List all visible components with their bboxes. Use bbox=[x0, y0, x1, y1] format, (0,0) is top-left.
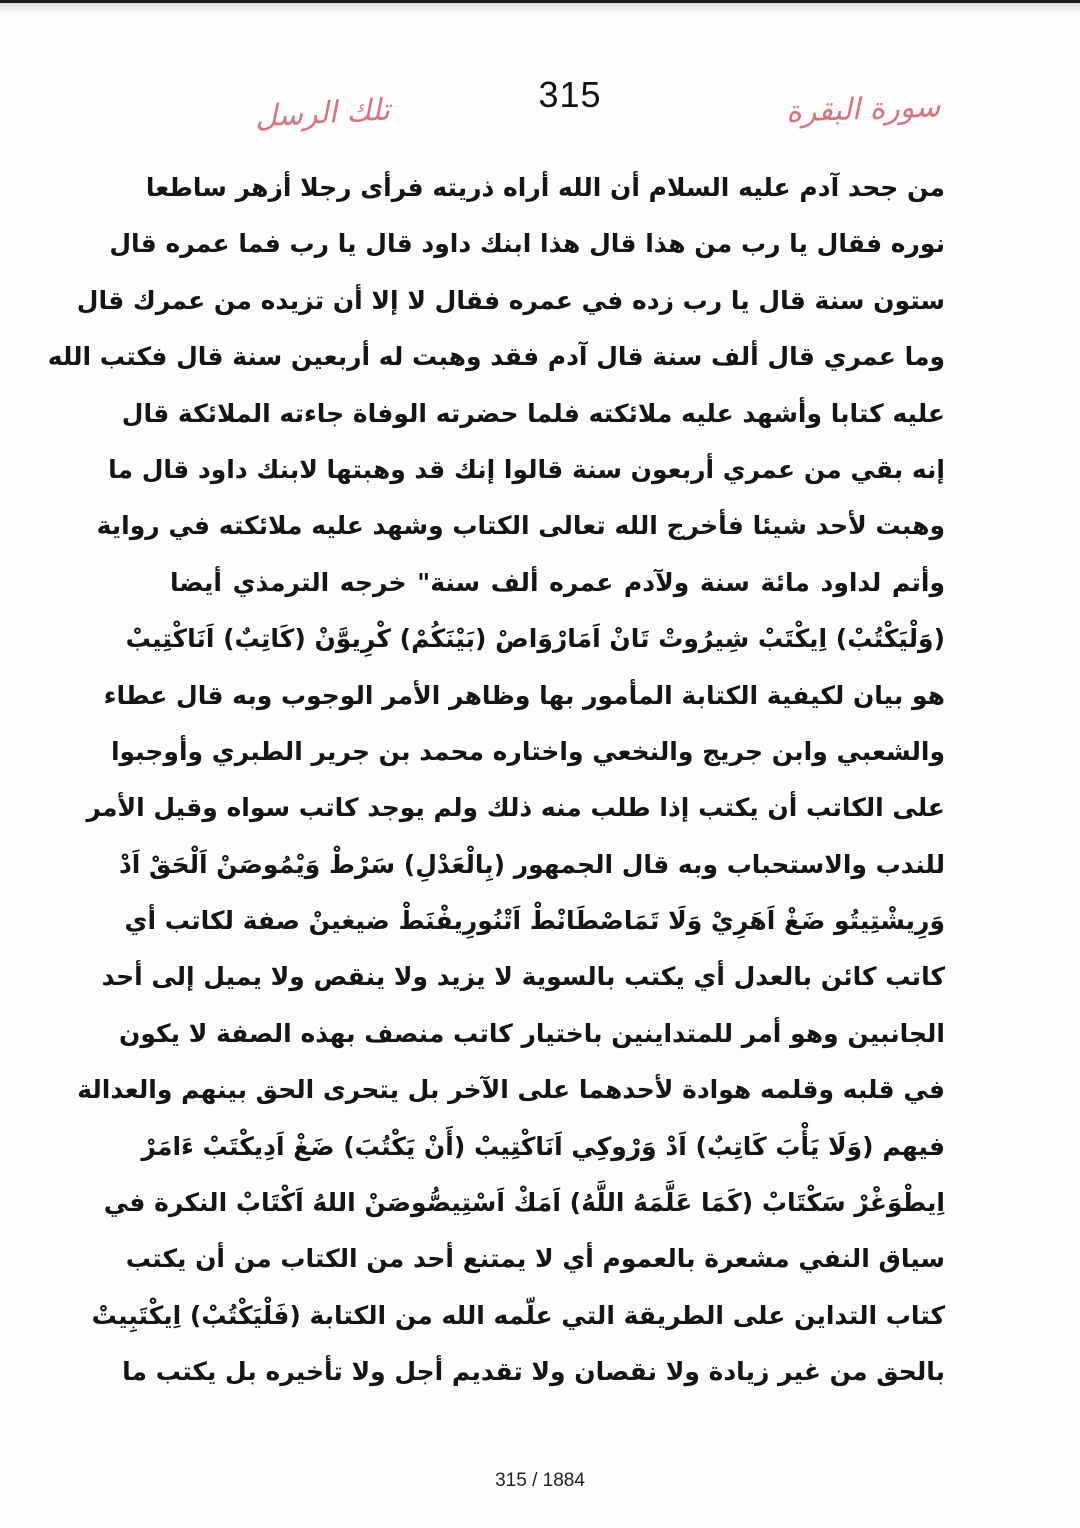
text-line: على الكاتب أن يكتب إذا طلب منه ذلك ولم يوجد كاتب سواه وقيل الأمر bbox=[86, 793, 945, 823]
text-line: وما عمري قال ألف سنة قال آدم فقد وهبت له أربعين سنة قال فكتب الله bbox=[47, 342, 945, 372]
text-line: للندب والاستحباب وبه قال الجمهور (بِالْعَدْلِ) سَرْطْ وَيْمُوصَنْ اَلْحَقْ اَدْ bbox=[118, 849, 945, 879]
text-line: كتاب التداين على الطريقة التي علّمه الله من الكتابة (فَلْيَكْتُبْ) اِيكْتَبِيتْ bbox=[91, 1300, 945, 1330]
page-top-shadow bbox=[0, 3, 1080, 13]
text-line: فيهم (وَلَا يَأْبَ كَاتِبٌ) اَدْ وَرْوكِي اَنَاكْتِيبْ (أَنْ يَكْتُبَ) ضَغْ اَدِيكْتَبْ ءَامَرْ bbox=[141, 1131, 945, 1161]
text-line: وأتم لداود مائة سنة ولآدم عمره ألف سنة" خرجه الترمذي أيضا bbox=[170, 567, 945, 597]
text-line: اِيطْوَغْرْ سَكْتَابْ (كَمَا عَلَّمَهُ اللَّهُ) اَمَكْ اَسْتِيصُّوصَنْ اللهُ اَكْتَابْ النكرة في bbox=[103, 1188, 945, 1218]
handwritten-surah-name: سورة البقرة bbox=[785, 89, 941, 130]
text-line: ستون سنة قال يا رب زده في عمره فقال لا إلا أن تزيده من عمرك قال bbox=[76, 285, 945, 315]
text-line: في قلبه وقلمه هوادة لأحدهما على الآخر بل يتحرى الحق بينهم والعدالة bbox=[77, 1075, 945, 1105]
text-line: الجانبين وهو أمر للمتداينين باختيار كاتب منصف بهذه الصفة لا يكون bbox=[119, 1018, 945, 1048]
text-line: إنه بقي من عمري أربعون سنة قالوا إنك قد وهبتها لابنك داود قال ما bbox=[108, 454, 945, 484]
text-line: عليه كتابا وأشهد عليه ملائكته فلما حضرته الوفاة جاءته الملائكة قال bbox=[121, 398, 945, 428]
text-line: كاتب كائن بالعدل أي يكتب بالسوية لا يزيد ولا ينقص ولا يميل إلى أحد bbox=[101, 962, 945, 992]
text-line: نوره فقال يا رب من هذا قال هذا ابنك داود قال يا رب فما عمره قال bbox=[109, 229, 945, 259]
page-counter: 315 / 1884 bbox=[495, 1470, 585, 1491]
text-line: من جحد آدم عليه السلام أن الله أراه ذريته فرأى رجلا أزهر ساطعا bbox=[145, 173, 945, 202]
text-line: وَرِيشْتِيتُو ضَغْ اَهَرِيْ وَلَا تَمَاصْطَانْطْ اَتْنُورِيفْنَطْ ضيغينْ صفة لكاتب أي bbox=[124, 906, 945, 936]
text-line: سياق النفي مشعرة بالعموم أي لا يمتنع أحد من الكتاب من أن يكتب bbox=[125, 1244, 945, 1274]
text-line: بالحق من غير زيادة ولا نقصان ولا تقديم أجل ولا تأخيره بل يكتب ما bbox=[122, 1357, 945, 1387]
text-line: وهبت لأحد شيئا فأخرج الله تعالى الكتاب وشهد عليه ملائكته في رواية bbox=[96, 511, 945, 541]
handwritten-juz-name: تلك الرسل bbox=[254, 92, 391, 135]
body-text bbox=[47, 160, 945, 1401]
text-line: هو بيان لكيفية الكتابة المأمور بها وظاهر الأمر الوجوب وبه قال عطاء bbox=[103, 680, 945, 710]
text-line: والشعبي وابن جريج والنخعي واختاره محمد بن جرير الطبري وأوجبوا bbox=[110, 736, 945, 766]
text-line: (وَلْيَكْتُبْ) اِيكْتَبْ شِيرُوتْ تَانْ اَمَارْوَاصْ (بَيْنَكُمْ) كْرِيوَّنْ (كَاتِبٌ) اَنَاكْتِيبْ bbox=[125, 624, 945, 654]
page-number: 315 bbox=[538, 74, 602, 115]
